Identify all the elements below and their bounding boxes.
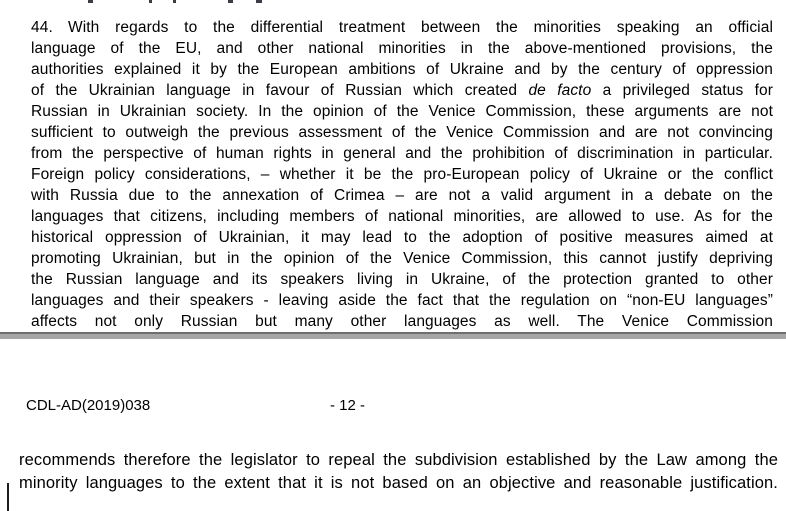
text-line: from the perspective of human rights in general and the prohibition of discrimination in particular. xyxy=(31,145,773,162)
top-clipped-fragments xyxy=(0,0,786,4)
paragraph-number: 44. xyxy=(31,19,53,36)
text-line: Foreign policy considerations, – whether it be the pro-European policy of Ukraine or the conflict xyxy=(31,166,773,183)
text-line: languages and their speakers - leaving aside the fact that the regulation on “non-EU languages” xyxy=(31,292,773,309)
line-text: of the Ukrainian language in favour of Russian which created xyxy=(31,82,529,99)
text-line: affects not only Russian but many other languages as well. The Venice Commission xyxy=(31,313,773,330)
page-edge-line xyxy=(7,483,9,511)
text-line: sufficient to outweigh the previous assessment of the Venice Commission and are not convincing xyxy=(31,124,773,141)
text-line: minority languages to the extent that it is not based on an objective and reasonable justification. xyxy=(19,474,778,492)
text-line xyxy=(31,80,773,101)
text-line: languages that citizens, including members of national minorities, are allowed to use. As for the xyxy=(31,208,773,225)
text-line: historical oppression of Ukrainian, it may lead to the adoption of positive measures aimed at xyxy=(31,229,773,246)
text-line: authorities explained it by the European ambitions of Ukraine and by the century of oppression xyxy=(31,61,773,78)
text-line: Russian in Ukrainian society. In the opinion of the Venice Commission, these arguments are not xyxy=(31,103,773,120)
clipped-text-fragment xyxy=(88,0,93,3)
text-line xyxy=(31,17,773,38)
clipped-text-fragment xyxy=(149,0,152,3)
italic-phrase: de facto xyxy=(528,82,592,99)
page-break-separator xyxy=(0,332,786,339)
line-text: With regards to the differential treatment between the minorities speaking an official xyxy=(68,19,773,36)
text-line: with Russia due to the annexation of Crimea – are not a valid argument in a debate on the xyxy=(31,187,773,204)
clipped-text-fragment xyxy=(228,0,233,3)
footer-document-ref: CDL-AD(2019)038 xyxy=(26,397,151,414)
clipped-text-fragment xyxy=(256,0,262,3)
text-line: recommends therefore the legislator to repeal the subdivision established by the Law among the xyxy=(19,451,778,469)
text-line: the Russian language and its speakers living in Ukraine, of the protection granted to other xyxy=(31,271,773,288)
text-line: promoting Ukrainian, but in the opinion of the Venice Commission, this cannot justify depriving xyxy=(31,250,773,267)
paragraph-44 xyxy=(31,17,773,332)
clipped-text-fragment xyxy=(173,0,176,3)
text-line: language of the EU, and other national minorities in the above-mentioned provisions, the xyxy=(31,40,773,57)
line-text: a privileged status for xyxy=(591,82,773,99)
footer-page-number: - 12 - xyxy=(330,397,366,414)
continuation-paragraph xyxy=(19,449,778,495)
